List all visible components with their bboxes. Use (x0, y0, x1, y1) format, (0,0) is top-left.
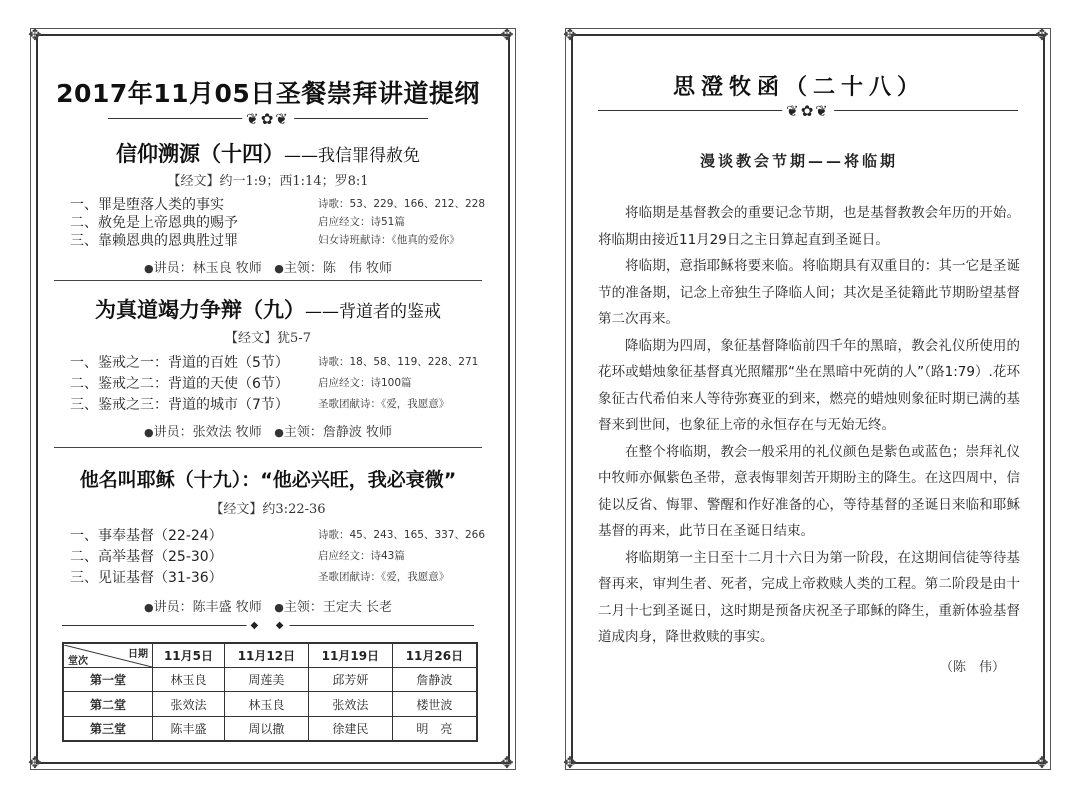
list-item (70, 373, 520, 391)
corner-ornament-icon: ✥ (1035, 25, 1049, 44)
corner-ornament-icon: ✥ (563, 753, 577, 772)
list-item (70, 230, 520, 248)
corner-ornament-icon: ✥ (28, 753, 42, 772)
point-text: 二、高举基督（25-30） (70, 549, 223, 565)
sermon-1-ministers (48, 257, 488, 276)
schedule-ornament (62, 617, 474, 635)
letter-author: （陈 伟） (940, 660, 1006, 675)
sermon-3-heading: 他名叫耶稣（十九）：“他必兴旺，我必衰微” (79, 469, 457, 491)
service-label: 第一堂 (63, 668, 153, 692)
leader: 主领：陈 伟 牧师 (283, 261, 392, 276)
table-cell: 楼世波 (392, 692, 477, 716)
sermon-1-scripture: 【经文】约一1:9；西1:14；罗8:1 (167, 174, 369, 189)
divider (54, 447, 482, 448)
letter-subtitle: 漫谈教会节期——将临期 (699, 152, 898, 170)
letter-body (598, 200, 1020, 651)
table-cell: 张效法 (153, 692, 225, 716)
point-text: 三、鉴戒之三：背道的城市（7节） (70, 397, 289, 413)
point-note: 圣歌团献诗：《爱，我愿意》 (318, 398, 450, 410)
leader: 主领：詹静波 牧师 (283, 425, 392, 440)
letter-title-ornament (598, 102, 1018, 120)
corner-ornament-icon: ✥ (1035, 753, 1049, 772)
point-note: 诗歌：18、58、119、228、271 (318, 356, 479, 368)
list-item (70, 546, 520, 564)
speaker: 讲员：张效法 牧师 (153, 425, 262, 440)
table-corner-header (63, 643, 153, 668)
speaker: 讲员：林玉良 牧师 (153, 261, 262, 276)
service-label: 第三堂 (63, 716, 153, 741)
table-cell: 詹静波 (392, 668, 477, 692)
corner-ornament-icon: ✥ (28, 25, 42, 44)
point-text: 三、见证基督（31-36） (70, 570, 223, 586)
corner-ornament-icon: ✥ (563, 25, 577, 44)
bullet-icon: ● (274, 426, 284, 439)
service-axis-label: 堂次 (68, 655, 88, 667)
preaching-schedule-table (62, 642, 478, 742)
speaker: 讲员：陈丰盛 牧师 (153, 600, 262, 615)
point-note: 启应经文：诗51篇 (318, 216, 405, 228)
divider (54, 280, 482, 281)
paragraph: 将临期是基督教会的重要记念节期，也是基督教教会年历的开始。将临期由接近11月29日之主日算起直到圣诞日。 (598, 205, 1020, 248)
sermon-2-subtitle: ——背道者的鉴戒 (305, 302, 441, 322)
scroll-ornament-icon: ❦✿❦ (782, 102, 834, 120)
point-text: 一、鉴戒之一：背道的百姓（5节） (70, 355, 289, 371)
table-cell: 张效法 (308, 692, 392, 716)
table-row (63, 692, 477, 716)
point-text: 一、罪是堕落人类的事实 (70, 197, 224, 213)
sermon-2-heading: 为真道竭力争辩（九） (95, 298, 305, 322)
sermon-2-scripture: 【经文】犹5-7 (225, 331, 311, 346)
date-header: 11月19日 (308, 643, 392, 668)
point-note: 妇女诗班献诗：《他真的爱你》 (318, 234, 460, 246)
sermon-1-heading: 信仰溯源（十四） (116, 142, 284, 166)
sermon-1-subtitle: ——我信罪得赦免 (284, 146, 420, 166)
service-label: 第二堂 (63, 692, 153, 716)
table-cell: 林玉良 (224, 692, 308, 716)
sermon-2-ministers (48, 421, 488, 440)
table-cell: 周以撒 (224, 716, 308, 741)
page-title: 2017年11月05日圣餐崇拜讲道提纲 (56, 79, 480, 108)
sermon-3-scripture: 【经文】约3:22-36 (210, 502, 326, 517)
leader: 主领：王定夫 长老 (283, 600, 392, 615)
date-axis-label: 日期 (128, 648, 148, 660)
point-note: 圣歌团献诗：《爱，我愿意》 (318, 571, 450, 583)
table-cell: 徐建民 (308, 716, 392, 741)
scroll-ornament-icon: ❦✿❦ (242, 110, 294, 128)
bullet-icon: ● (144, 601, 154, 614)
point-text: 三、靠赖恩典的恩典胜过罪 (70, 233, 238, 249)
table-header-row (63, 643, 477, 668)
title-ornament (108, 110, 428, 128)
bullet-icon: ● (144, 426, 154, 439)
date-header: 11月26日 (392, 643, 477, 668)
point-text: 二、赦免是上帝恩典的赐予 (70, 215, 238, 231)
point-note: 诗歌：53、229、166、212、228 (318, 198, 486, 210)
list-item (70, 394, 520, 412)
paragraph: 降临期为四周，象征基督降临前四千年的黑暗，教会礼仪所使用的花环或蜡烛象征基督真光照耀那“坐在黑暗中死荫的人”（路1:79）.花环象征古代希伯来人等待弥赛亚的到来，燃亮的蜡烛则象征时期已满的基督来到世间，也象征上帝的永恒存在与无始无终。 (598, 337, 1020, 433)
date-header: 11月12日 (224, 643, 308, 668)
bullet-icon: ● (274, 262, 284, 275)
bullet-icon: ● (274, 601, 284, 614)
point-note: 诗歌：45、243、165、337、266 (318, 529, 486, 541)
paragraph: 将临期第一主日至十二月十六日为第一阶段，在这期间信徒等待基督再来，审判生者、死者，完成上帝救赎人类的工程。第二阶段是由十二月十七到圣诞日，这时期是预备庆祝圣子耶稣的降生，重新体验基督道成肉身，降世救赎的事实。 (598, 549, 1020, 645)
sermon-3-ministers (48, 596, 488, 615)
table-row (63, 668, 477, 692)
table-cell: 林玉良 (153, 668, 225, 692)
letter-title: 思澄牧函（二十八） (672, 74, 925, 100)
table-cell: 陈丰盛 (153, 716, 225, 741)
point-text: 二、鉴戒之二：背道的天使（6节） (70, 376, 289, 392)
point-note: 启应经文：诗100篇 (318, 377, 412, 389)
diamond-ornament-icon: ◆ ◆ (247, 617, 290, 635)
date-header: 11月5日 (153, 643, 225, 668)
list-item (70, 525, 520, 543)
corner-ornament-icon: ✥ (500, 753, 514, 772)
point-note: 启应经文：诗43篇 (318, 550, 405, 562)
sermon-1-title (48, 138, 488, 168)
paragraph: 将临期，意指耶稣将要来临。将临期具有双重目的：其一它是圣诞节的准备期，记念上帝独生子降临人间；其次是圣徒籍此节期盼望基督第二次再来。 (598, 258, 1020, 327)
sermon-2-title (48, 294, 488, 324)
list-item (70, 352, 520, 370)
table-row (63, 716, 477, 741)
list-item (70, 194, 520, 212)
point-text: 一、事奉基督（22-24） (70, 528, 223, 544)
list-item (70, 212, 520, 230)
corner-ornament-icon: ✥ (500, 25, 514, 44)
list-item (70, 567, 520, 585)
paragraph: 在整个将临期，教会一般采用的礼仪颜色是紫色或蓝色；崇拜礼仪中牧师亦佩紫色圣带，意表悔罪刻苦开期盼主的降生。在这四周中，信徒以反省、悔罪、警醒和作好准备的心，等待基督的圣诞日来临和耶稣基督的再来，此节日在圣诞日结束。 (598, 443, 1020, 539)
sermon-3-title (48, 465, 488, 492)
table-cell: 邱芳妍 (308, 668, 392, 692)
table-cell: 明 亮 (392, 716, 477, 741)
table-cell: 周莲美 (224, 668, 308, 692)
bullet-icon: ● (144, 262, 154, 275)
